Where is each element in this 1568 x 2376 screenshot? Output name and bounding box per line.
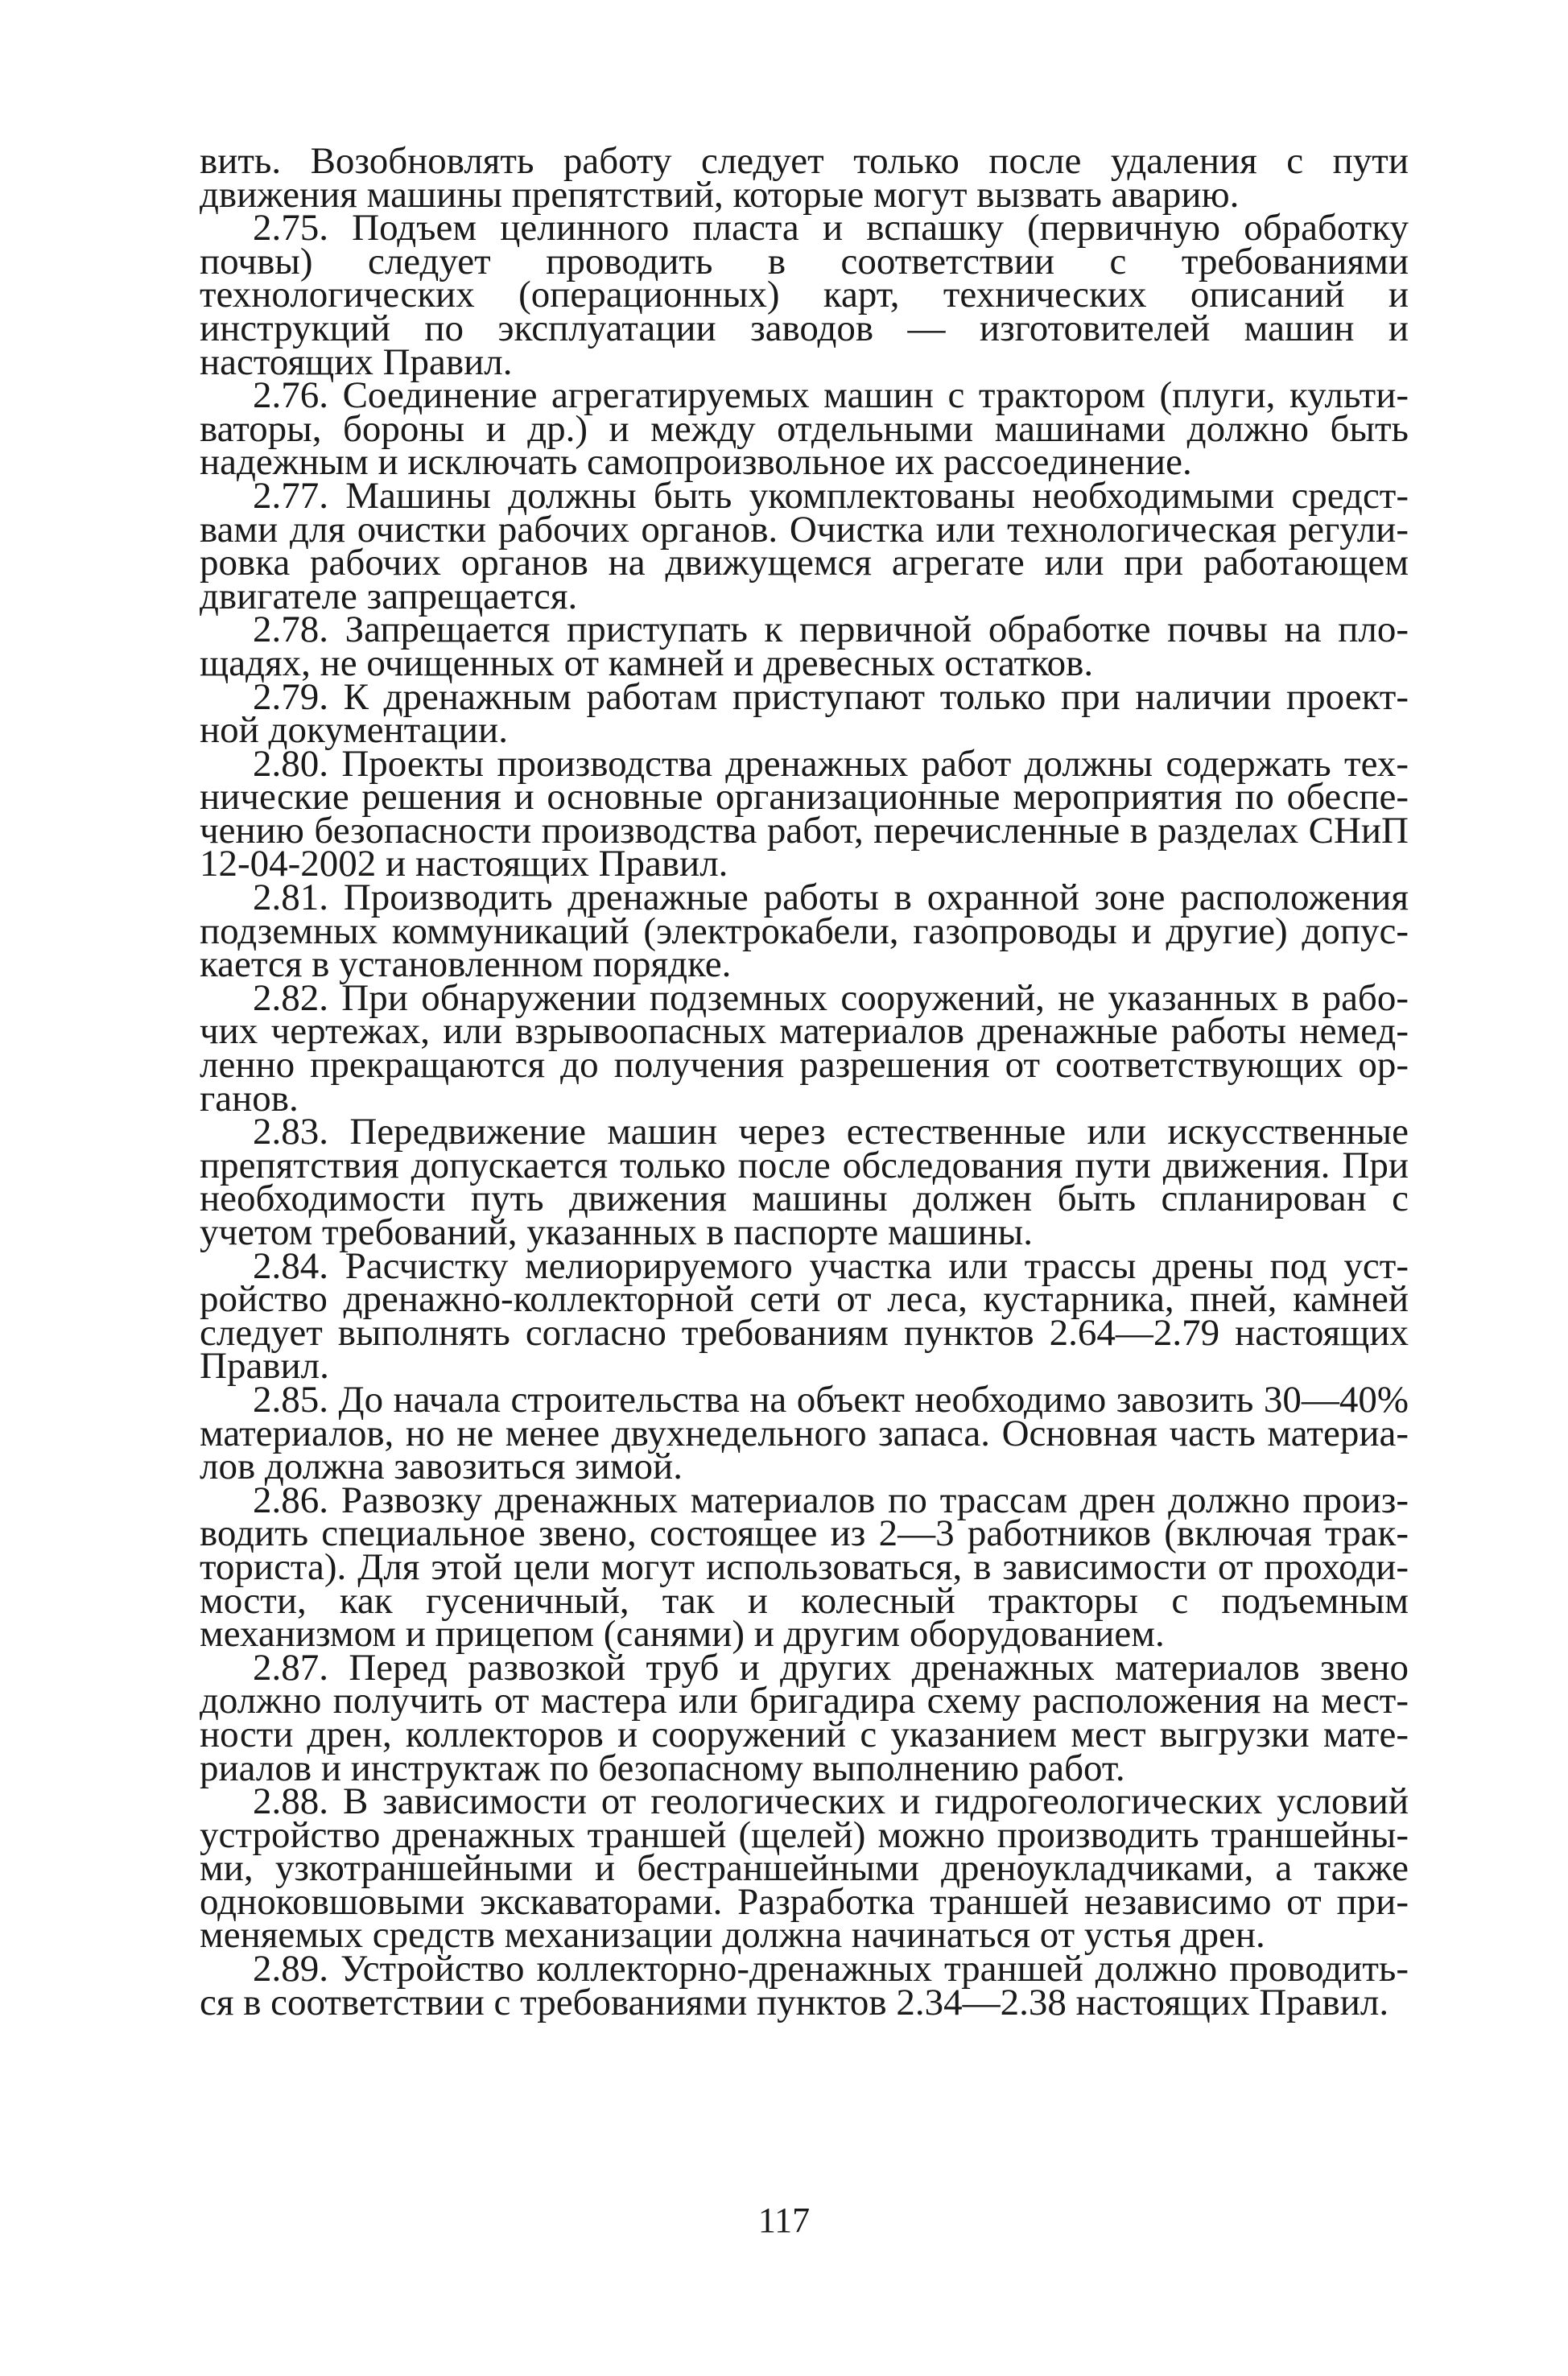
page-number: 117 [757, 2201, 811, 2240]
paragraph-2-89: 2.89. Устройство коллекторно-дренажных траншей должно проводиться в соответствии с требованиями пунктов 2.34—2.38 настоящих Правил. [200, 1948, 1409, 2023]
paragraph-2-76: 2.76. Соединение агрегатируемых машин с трактором (плуги, культиваторы, бороны и др.) и между отдельными машинами должно быть надежным и исключать самопроизвольное их рассоединение. [200, 374, 1409, 484]
paragraph-2-79: 2.79. К дренажным работам приступают только при наличии проектной документации. [200, 675, 1409, 752]
paragraph-2-87: 2.87. Перед развозкой труб и других дренажных материалов звено должно получить от мастера или бригадира схему расположения на местности дрен, коллекторов и сооружений с указанием мест выгрузки материалов и инструктаж по безопасному выполнению работ. [200, 1646, 1409, 1789]
paragraph-2-77: 2.77. Машины должны быть укомплектованы необходимыми средствами для очистки рабочих органов. Очистка или технологическая регулировка рабочих органов на движущемся агрегате или при работающем двигателе запрещается. [200, 474, 1409, 617]
paragraph-2-78: 2.78. Запрещается приступать к первичной обработке почвы на площадях, не очищенных от камней и древесных остатков. [200, 608, 1409, 684]
paragraph-2-75: 2.75. Подъем целинного пласта и вспашку (первичную обработку почвы) следует проводить в соответствии с требованиями технологических (операционных) карт, технических описаний и инструкций по эксплуатации заводов — изготовителей машин и настоящих Правил. [200, 207, 1409, 383]
paragraph-2-81: 2.81. Производить дренажные работы в охранной зоне расположения подземных коммуникаций (электрокабели, газопроводы и другие) допускается в установленном порядке. [200, 877, 1409, 986]
paragraph-2-86: 2.86. Развозку дренажных материалов по трассам дрен должно производить специальное звено, состоящее из 2—3 работников (включая тракториста). Для этой цели могут использоваться, в зависимости от проходимости, как гусеничный, так и колесный тракторы с подъемным механизмом и прицепом (санями) и другим оборудованием. [200, 1479, 1409, 1656]
paragraph-continuation: вить. Возобновлять работу следует только после удаления с пути движения машины препятствий, которые могут вызвать аварию. [200, 140, 1409, 216]
paragraph-2-85: 2.85. До начала строительства на объект необходимо завозить 30—40% материалов, но не менее двухнедельного запаса. Основная часть материалов должна завозиться зимой. [200, 1378, 1409, 1488]
paragraph-2-82: 2.82. При обнаружении подземных сооружений, не указанных в рабочих чертежах, или взрывоопасных материалов дренажные работы немедленно прекращаются до получения разрешения от соответствующих органов. [200, 976, 1409, 1120]
paragraph-2-88: 2.88. В зависимости от геологических и гидрогеологических условий устройство дренажных траншей (щелей) можно производить траншейными, узкотраншейными и бестраншейными дреноукладчиками, а также одноковшовыми экскаваторами. Разработка траншей независимо от применяемых средств механизации должна начинаться от устья дрен. [200, 1780, 1409, 1957]
paragraph-2-84: 2.84. Расчистку мелиорируемого участка или трассы дрены под устройство дренажно-коллекторной сети от леса, кустарника, пней, камней следует выполнять согласно требованиям пунктов 2.64—2.79 настоящих Правил. [200, 1244, 1409, 1388]
document-body [200, 140, 1409, 2023]
paragraph-2-83: 2.83. Передвижение машин через естественные или искусственные препятствия допускается только после обследования пути движения. При необходимости путь движения машины должен быть спланирован с учетом требований, указанных в паспорте машины. [200, 1111, 1409, 1253]
paragraph-2-80: 2.80. Проекты производства дренажных работ должны содержать технические решения и основные организационные мероприятия по обеспечению безопасности производства работ, перечисленные в разделах СНиП 12-04-2002 и настоящих Правил. [200, 742, 1409, 885]
